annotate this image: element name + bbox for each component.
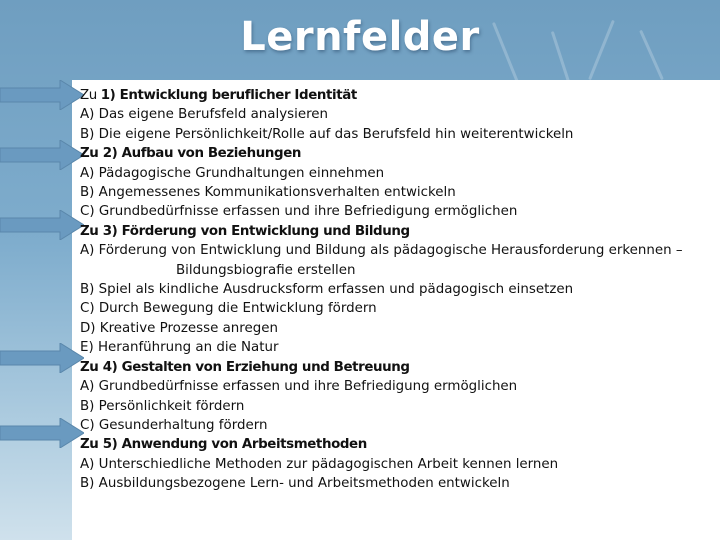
list-item: B) Ausbildungsbezogene Lern- und Arbeitsmethoden entwickeln [80,476,510,492]
list-item [80,241,712,280]
list-item: B) Spiel als kindliche Ausdrucksform erfassen und pädagogisch einsetzen [80,282,574,298]
list-item: A) Pädagogische Grundhaltungen einnehmen [80,165,385,181]
list-item-text: A) Förderung von Entwicklung und Bildung als pädagogische Herausforderung erkennen – [80,243,683,259]
list-item: A) Das eigene Berufsfeld analysieren [80,107,329,123]
section-heading: Zu 3) Förderung von Entwicklung und Bildung [80,223,410,239]
list-item: A) Unterschiedliche Methoden zur pädagogischen Arbeit kennen lernen [80,456,559,472]
section-heading: Zu 4) Gestalten von Erziehung und Betreuung [80,359,410,375]
learning-fields-list [80,86,712,494]
right-arrow-icon [0,343,84,373]
right-arrow-icon [0,140,84,170]
list-item: B) Angemessenes Kommunikationsverhalten entwickeln [80,185,456,201]
right-arrow-icon [0,418,84,448]
list-item-continuation: Bildungsbiografie erstellen [176,262,356,278]
list-item: C) Durch Bewegung die Entwicklung fördern [80,301,377,317]
slide-title: Lernfelder [240,14,480,60]
list-item: A) Grundbedürfnisse erfassen und ihre Befriedigung ermöglichen [80,379,518,395]
right-arrow-icon [0,210,84,240]
section-heading: Zu 5) Anwendung von Arbeitsmethoden [80,437,367,453]
list-item: B) Persönlichkeit fördern [80,398,245,414]
list-item: E) Heranführung an die Natur [80,340,279,356]
section-prefix: Zu [80,88,101,103]
list-item: B) Die eigene Persönlichkeit/Rolle auf das Berufsfeld hin weiterentwickeln [80,126,574,142]
list-item: C) Gesunderhaltung fördern [80,417,268,433]
list-item: C) Grundbedürfnisse erfassen und ihre Befriedigung ermöglichen [80,204,518,220]
section-heading-text: 1) Entwicklung beruflicher Identität [100,88,357,103]
section-heading: Zu 2) Aufbau von Beziehungen [80,146,302,162]
section-heading [80,86,712,105]
list-item: D) Kreative Prozesse anregen [80,320,278,336]
right-arrow-icon [0,80,84,110]
